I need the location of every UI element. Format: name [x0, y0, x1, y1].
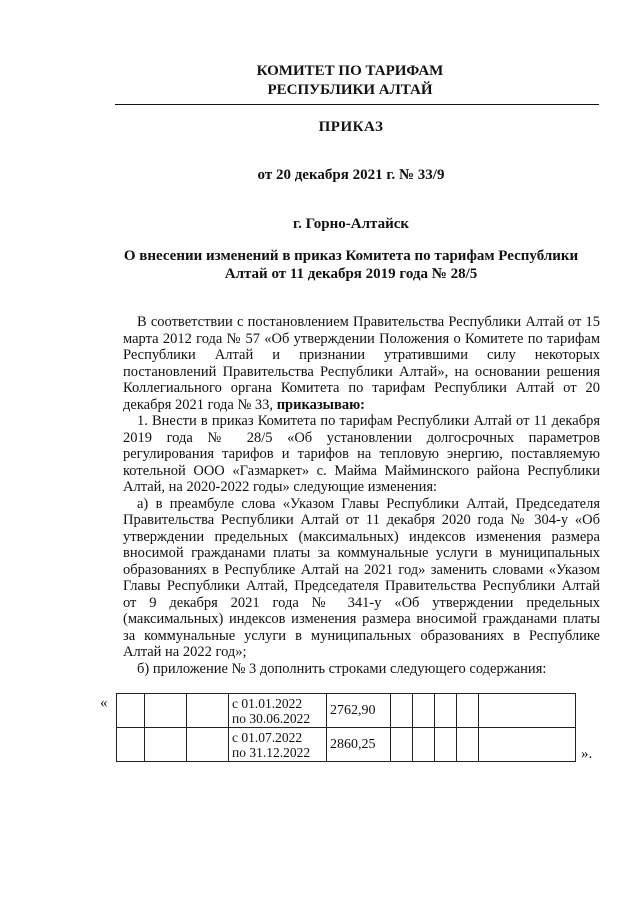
table-cell [117, 694, 145, 728]
period-cell [229, 728, 327, 762]
table-cell [457, 694, 479, 728]
table-cell [187, 728, 229, 762]
table-row [117, 728, 576, 762]
table-cell [145, 728, 187, 762]
item-1-paragraph: 1. Внести в приказ Комитета по тарифам Республики Алтай от 11 декабря 2019 года № 28/5 «Об установлении долгосрочных параметров регулирования тарифов и тарифов на тепловую энергию, поставляемую котельной ООО «Газмаркет» с. Майма Майминского района Республики Алтай, на 2020-2022 годы» следующие изменения: [123, 413, 600, 495]
table-cell [187, 694, 229, 728]
table-cell [435, 694, 457, 728]
document-date-number: от 20 декабря 2021 г. № 33/9 [257, 167, 445, 183]
table-close-quote: ». [581, 746, 593, 762]
table-cell [117, 728, 145, 762]
period-from: с 01.01.2022 [232, 695, 303, 711]
document-title: ПРИКАЗ [318, 119, 384, 135]
table-cell [479, 694, 576, 728]
table-cell [413, 728, 435, 762]
table-cell [413, 694, 435, 728]
orders-word: приказываю: [276, 396, 365, 413]
period-to: по 31.12.2022 [232, 744, 311, 760]
document-body [123, 314, 600, 677]
item-b-paragraph: б) приложение № 3 дополнить строками следующего содержания: [137, 660, 547, 677]
table-cell [457, 728, 479, 762]
table-cell [391, 694, 413, 728]
table-row [117, 694, 576, 728]
intro-paragraph [123, 314, 600, 413]
period-cell [229, 694, 327, 728]
intro-text: В соответствии с постановлением Правительства Республики Алтай от 15 марта 2012 года № 57 «Об утверждении Положения о Комитете по тарифам Республики Алтай и признании утратившими силу некоторых постановлений Правительства Республики Алтай», на основании решения Коллегиального органа Комитета по тарифам Республики Алтай от 20 декабря 2021 года № 33, [123, 314, 600, 413]
committee-name-line2: РЕСПУБЛИКИ АЛТАЙ [267, 82, 433, 98]
tariff-table [116, 693, 576, 762]
document-subject: О внесении изменений в приказ Комитета по тарифам Республики Алтай от 11 декабря 2019 года № 28/5 [123, 248, 579, 282]
item-a-paragraph: а) в преамбуле слова «Указом Главы Республики Алтай, Председателя Правительства Республики Алтай от 11 декабря 2020 года № 304-у «Об утверждении предельных (максимальных) индексов изменения размера вносимой гражданами платы за коммунальные услуги в муниципальных образованиях в Республике Алтай на 2021 год» заменить словами «Указом Главы Республики Алтай, Председателя Правительства Республики Алтай от 9 декабря 2021 года № 341-у «Об утверждении предельных (максимальных) индексов изменения размера вносимой гражданами платы за коммунальные услуги в муниципальных образованиях в Республике Алтай на 2022 год»; [123, 495, 600, 660]
period-to: по 30.06.2022 [232, 710, 311, 726]
header-divider [115, 104, 599, 105]
table-open-quote: « [100, 695, 108, 711]
table-cell [479, 728, 576, 762]
committee-name-line1: КОМИТЕТ ПО ТАРИФАМ [256, 63, 444, 79]
document-city: г. Горно-Алтайск [292, 216, 410, 232]
period-from: с 01.07.2022 [232, 729, 303, 745]
table-cell [391, 728, 413, 762]
tariff-value-cell: 2762,90 [327, 694, 391, 728]
table-cell [435, 728, 457, 762]
table-cell [145, 694, 187, 728]
tariff-value-cell: 2860,25 [327, 728, 391, 762]
